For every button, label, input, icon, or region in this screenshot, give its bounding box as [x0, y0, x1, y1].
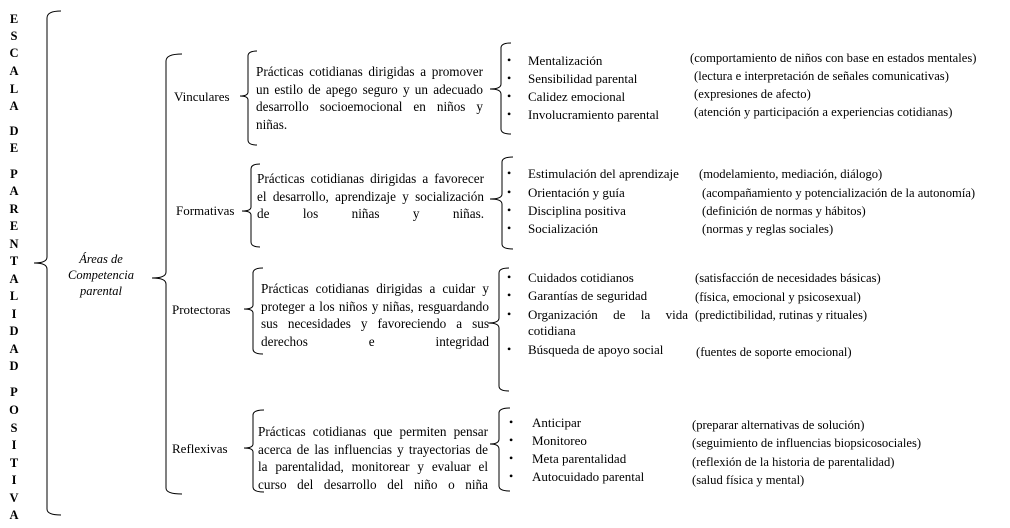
item-note: (seguimiento de influencias biopsicosociales)	[692, 436, 922, 450]
item-note: (expresiones de afecto)	[694, 87, 811, 101]
title-letter: S	[10, 421, 18, 435]
area-label-line: parental	[80, 284, 122, 298]
item-note: (normas y reglas sociales)	[702, 222, 834, 236]
item-note: (fuentes de soporte emocional)	[696, 345, 852, 359]
title-letter: I	[11, 307, 17, 321]
category-formativas: Formativas	[176, 203, 235, 218]
item-label: Sensibilidad parental	[528, 71, 638, 86]
item-note: (preparar alternativas de solución)	[692, 418, 865, 432]
item-note: (comportamiento de niños con base en estados mentales)	[690, 51, 977, 65]
title-letter: A	[9, 99, 19, 113]
item-note: (reflexión de la historia de parentalidad)	[692, 455, 895, 469]
item-label: Autocuidado parental	[532, 469, 645, 484]
vinculares-desc-bracket	[240, 51, 257, 145]
item-label: Anticipar	[532, 415, 582, 430]
item-note: (satisfacción de necesidades básicas)	[695, 271, 881, 285]
bullet: •	[507, 53, 512, 67]
item-note: (predictibilidad, rutinas y rituales)	[695, 308, 868, 322]
bullet: •	[507, 107, 512, 121]
bullet: •	[507, 89, 512, 103]
item-label: Disciplina positiva	[528, 203, 626, 218]
category-protectoras: Protectoras	[172, 302, 231, 317]
bullet: •	[507, 71, 512, 85]
bullet: •	[507, 203, 512, 217]
title-letter: T	[9, 254, 19, 268]
title-letter: A	[9, 272, 19, 286]
title-letter: C	[9, 46, 19, 60]
title-letter: S	[10, 29, 18, 43]
bullet: •	[509, 469, 514, 483]
description-reflexivas: Prácticas cotidianas que permiten pensar acerca de las influencias y trayectorias de la parentalidad, monitorear y evaluar el curso del desarrollo del niño o niña	[258, 424, 488, 492]
title-letter: R	[9, 202, 19, 216]
area-bracket	[152, 54, 182, 494]
description-protectoras: Prácticas cotidianas dirigidas a cuidar y proteger a los niños y niñas, resguardando sus necesidades y favoreciendo a sus derechos e integridad	[261, 281, 489, 349]
title-letter: E	[9, 12, 19, 26]
area-label-line: Competencia	[68, 268, 134, 282]
title-letter: A	[9, 508, 19, 522]
item-label: Involucramiento parental	[528, 107, 660, 122]
title-letter: A	[9, 342, 19, 356]
bullet: •	[509, 433, 514, 447]
item-label: Meta parentalidad	[532, 451, 627, 466]
item-label-continued: cotidiana	[528, 323, 576, 338]
title-letter: D	[9, 124, 19, 138]
bullet: •	[509, 415, 514, 429]
bullet: •	[507, 270, 512, 284]
item-note: (modelamiento, mediación, diálogo)	[699, 167, 883, 181]
item-note: (salud física y mental)	[692, 473, 805, 487]
item-note: (lectura e interpretación de señales comunicativas)	[694, 69, 949, 83]
item-label: Búsqueda de apoyo social	[528, 342, 664, 357]
item-label: Cuidados cotidianos	[528, 270, 634, 285]
item-note: (acompañamiento y potencialización de la autonomía)	[702, 186, 976, 200]
area-label-line: Áreas de	[79, 252, 123, 266]
title-letter: D	[9, 324, 19, 338]
title-letter: I	[11, 473, 17, 487]
title-letter: I	[11, 438, 17, 452]
title-letter: N	[9, 237, 19, 251]
bullet: •	[507, 221, 512, 235]
bullet: •	[507, 307, 512, 321]
item-label: Mentalización	[528, 53, 603, 68]
title-letter: O	[9, 403, 19, 417]
title-letter: E	[9, 219, 19, 233]
title-letter: E	[9, 141, 19, 155]
title-letter: A	[9, 64, 19, 78]
title-letter: V	[9, 491, 19, 505]
bullet: •	[507, 166, 512, 180]
item-note: (definición de normas y hábitos)	[702, 204, 866, 218]
item-label: Calidez emocional	[528, 89, 626, 104]
title-letter: D	[9, 359, 19, 373]
bullet: •	[509, 451, 514, 465]
title-letter: P	[10, 385, 18, 399]
item-label: Monitoreo	[532, 433, 587, 448]
item-label: Organización de la vida	[528, 307, 688, 322]
reflexivas-items-bracket	[490, 408, 510, 491]
title-letter: L	[9, 82, 19, 96]
item-label: Orientación y guía	[528, 185, 625, 200]
description-vinculares: Prácticas cotidianas dirigidas a promover un estilo de apego seguro y un adecuado desarrollo socioemocional en niños y niñas.	[256, 64, 483, 132]
category-vinculares: Vinculares	[174, 89, 230, 104]
title-letter: P	[10, 167, 18, 181]
title-letter: L	[9, 289, 19, 303]
item-note: (atención y participación a experiencias cotidianas)	[694, 105, 953, 119]
title-letter: T	[9, 456, 19, 470]
item-label: Socialización	[528, 221, 599, 236]
category-reflexivas: Reflexivas	[172, 441, 228, 456]
item-label: Garantías de seguridad	[528, 288, 648, 303]
area-label	[52, 251, 150, 299]
protectoras-items-bracket	[488, 268, 512, 391]
bullet: •	[507, 288, 512, 302]
bullet: •	[507, 342, 512, 356]
description-formativas: Prácticas cotidianas dirigidas a favorecer el desarrollo, aprendizaje y socialización de los niñas y niñas.	[257, 171, 484, 221]
title-letter: A	[9, 184, 19, 198]
bullet: •	[507, 185, 512, 199]
item-label: Estimulación del aprendizaje	[528, 166, 679, 181]
item-note: (física, emocional y psicosexual)	[695, 290, 861, 304]
